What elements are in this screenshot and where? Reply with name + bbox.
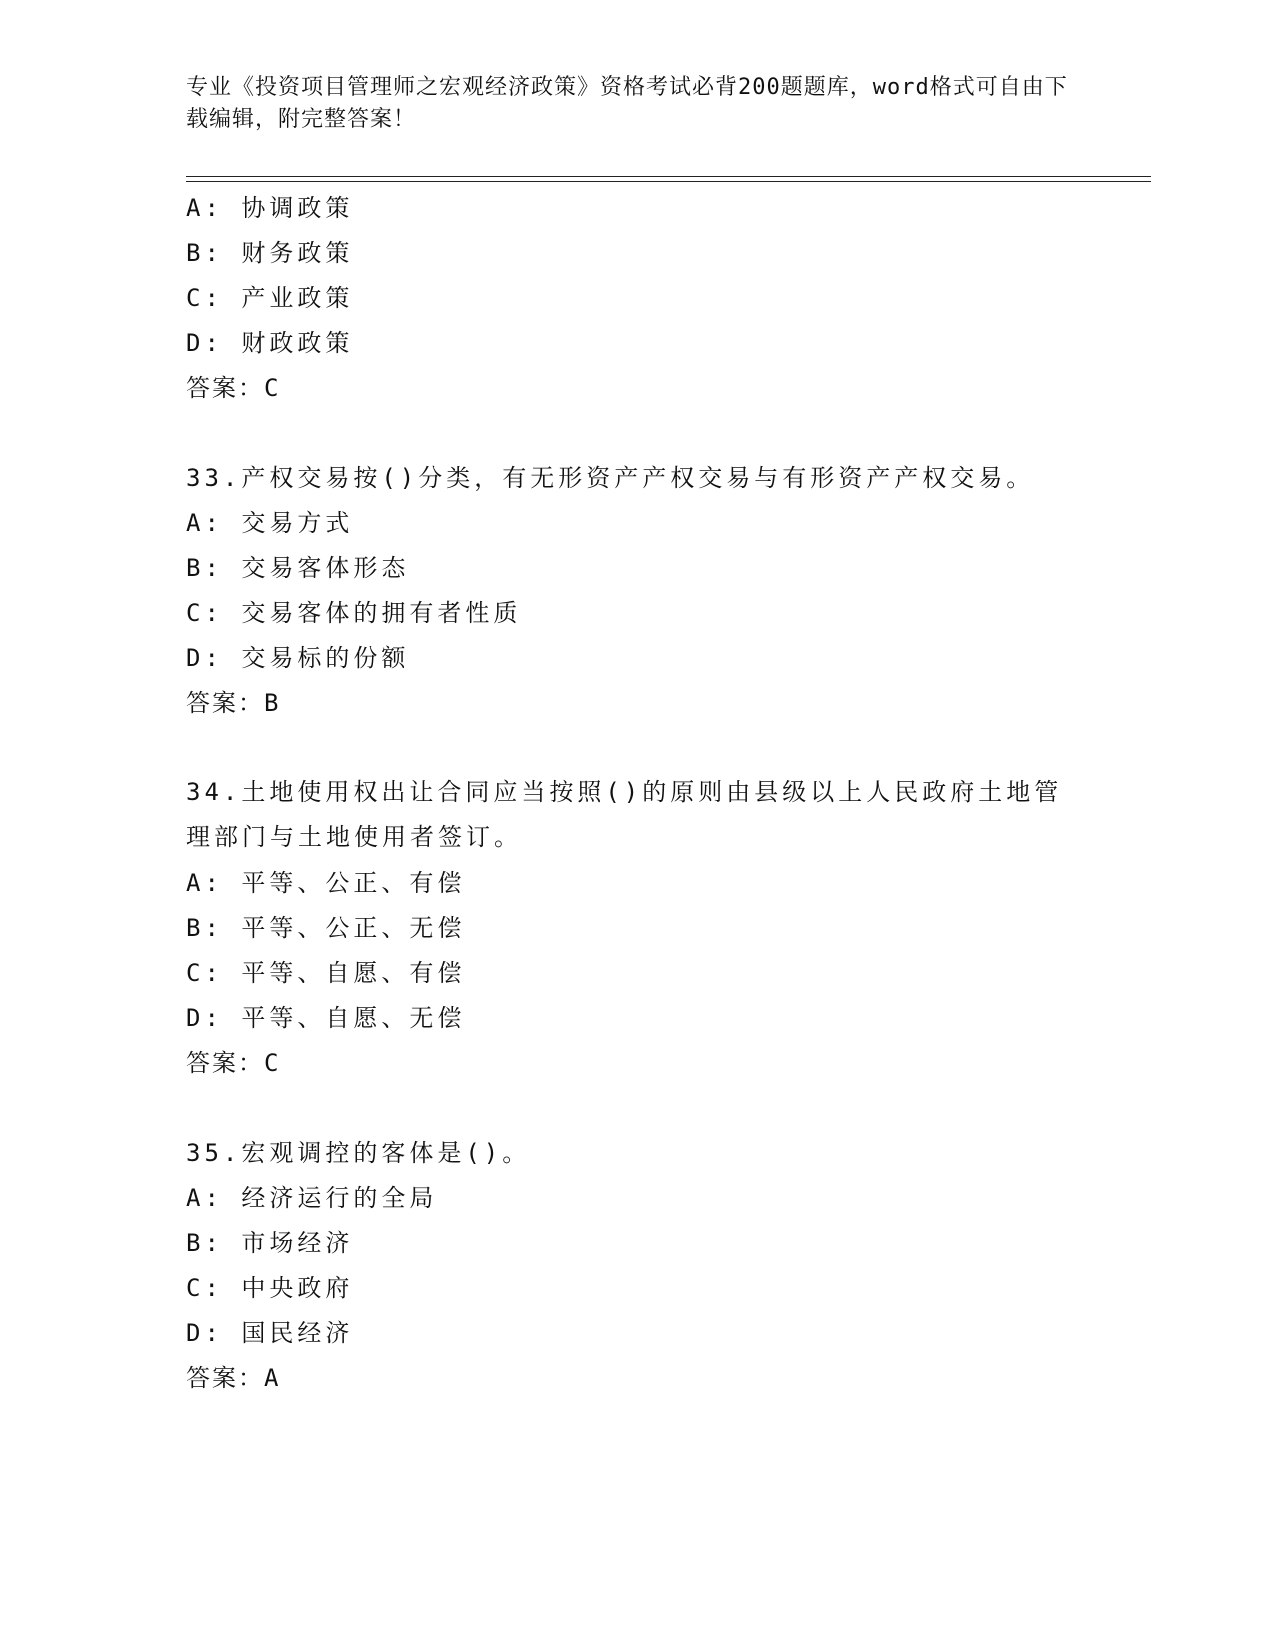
option-b: B: 市场经济: [186, 1229, 354, 1257]
option-b: B: 财务政策: [186, 239, 354, 267]
header-divider-top: [186, 176, 1151, 177]
question-34: 34.土地使用权出让合同应当按照()的原则由县级以上人民政府土地管理部门与土地使用者签订。: [186, 778, 1063, 851]
answer: 答案：C: [186, 374, 281, 402]
document-title: 专业《投资项目管理师之宏观经济政策》资格考试必背200题题库，word格式可自由下载编辑，附完整答案！: [186, 75, 1068, 132]
option-d: D: 国民经济: [186, 1319, 354, 1347]
header-divider-bottom: [186, 181, 1151, 182]
option-b: B: 交易客体形态: [186, 554, 410, 582]
option-d: D: 交易标的份额: [186, 644, 410, 672]
option-b: B: 平等、公正、无偿: [186, 914, 466, 942]
answer: 答案：A: [186, 1364, 281, 1392]
option-a: A: 经济运行的全局: [186, 1184, 438, 1212]
answer: 答案：B: [186, 689, 281, 717]
answer: 答案：C: [186, 1049, 281, 1077]
option-a: A: 交易方式: [186, 509, 354, 537]
option-d: D: 财政政策: [186, 329, 354, 357]
option-a: A: 平等、公正、有偿: [186, 869, 466, 897]
question-33: 33.产权交易按()分类，有无形资产产权交易与有形资产产权交易。: [186, 464, 1035, 492]
option-c: C: 中央政府: [186, 1274, 354, 1302]
question-35: 35.宏观调控的客体是()。: [186, 1139, 531, 1167]
option-a: A: 协调政策: [186, 194, 354, 222]
option-d: D: 平等、自愿、无偿: [186, 1004, 466, 1032]
option-c: C: 交易客体的拥有者性质: [186, 599, 522, 627]
option-c: C: 产业政策: [186, 284, 354, 312]
option-c: C: 平等、自愿、有偿: [186, 959, 466, 987]
